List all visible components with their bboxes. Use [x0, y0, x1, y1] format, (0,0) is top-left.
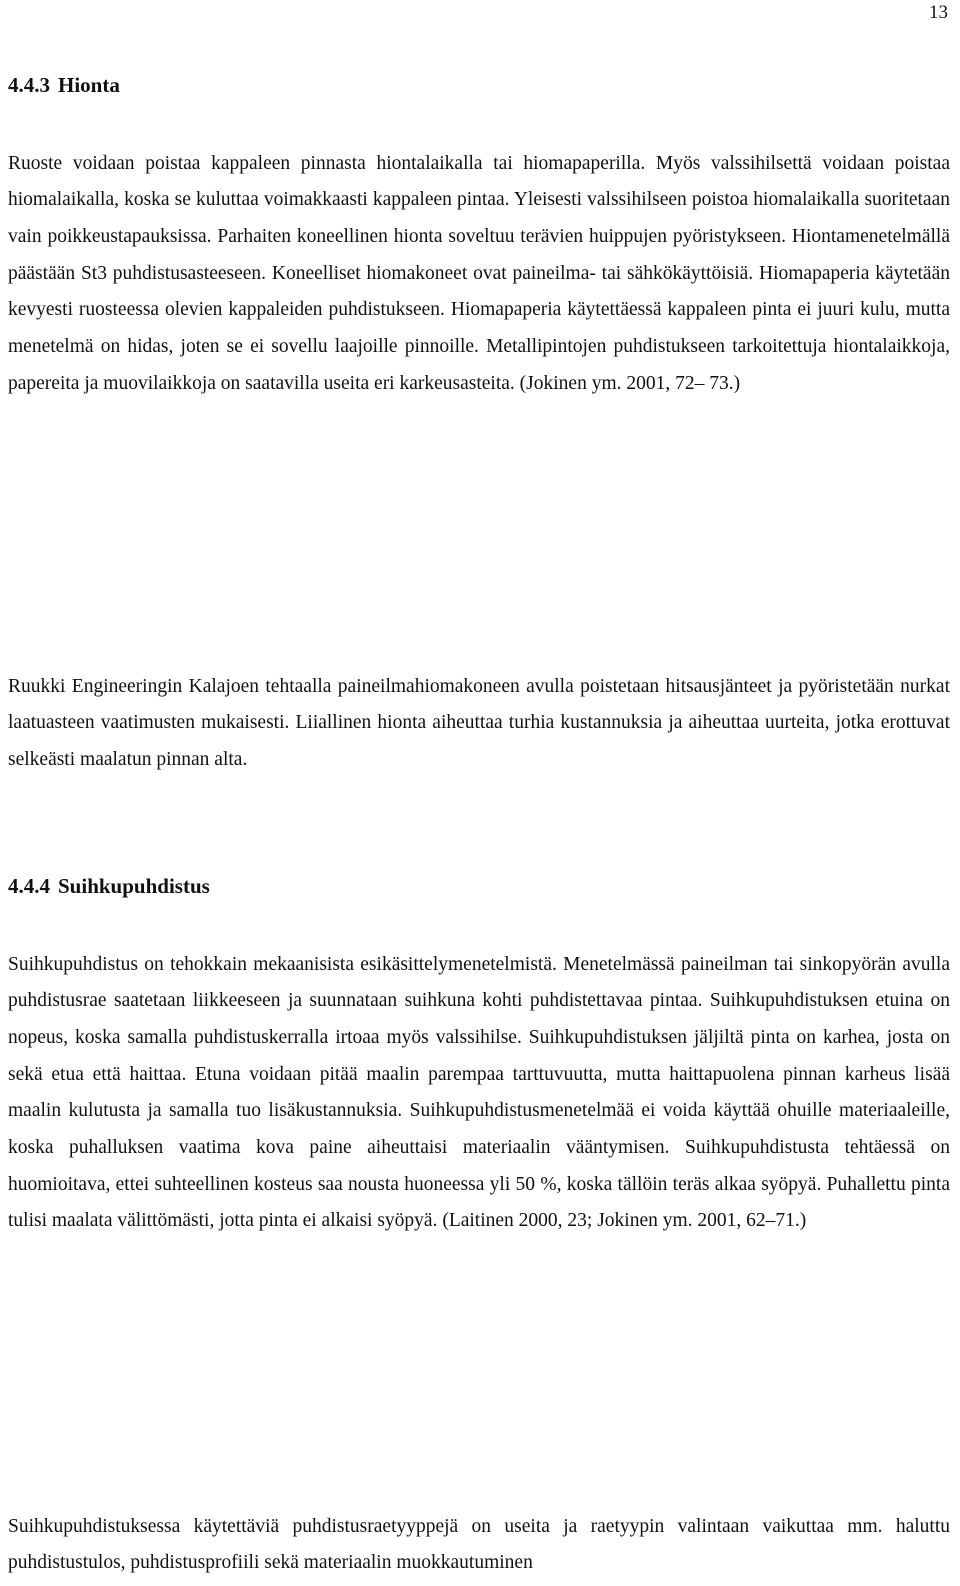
- paragraph-hionta-1: Ruoste voidaan poistaa kappaleen pinnasta hiontalaikalla tai hiomapaperilla. Myös valssihilsettä voidaan poistaa hiomalaikalla, koska se kuluttaa voimakkaasti kappaleen pintaa. Yleisesti valssihilseen poistoa hiomalaikalla suoritetaan vain poikkeustapauksissa. Parhaiten koneellinen hionta soveltuu terävien huippujen pyöristykseen. Hiontamenetelmällä päästään St3 puhdistusasteeseen. Koneelliset hiomakoneet ovat paineilma- tai sähkökäyttöisiä. Hiomapaperia käytetään kevyesti ruosteessa olevien kappaleiden puhdistukseen. Hiomapaperia käytettäessä kappaleen pinta ei juuri kulu, mutta menetelmä on hidas, joten se ei sovellu laajoille pinnoille. Metallipintojen puhdistukseen tarkoitettuja hiontalaikkoja, papereita ja muovilaikkoja on saatavilla useita eri karkeusasteita. (Jokinen ym. 2001, 72– 73.): [8, 152, 950, 394]
- section-heading-hionta: [8, 72, 120, 98]
- section-number: 4.4.4: [8, 874, 50, 898]
- section-heading-suihkupuhdistus: [8, 873, 210, 899]
- page-number: 13: [929, 2, 948, 23]
- section-title: Hionta: [58, 73, 120, 97]
- paragraph-suihkupuhdistus-2: Suihkupuhdistuksessa käytettäviä puhdistusraetyyppejä on useita ja raetyypin valintaan vaikuttaa mm. haluttu puhdistustulos, puhdistusprofiili sekä materiaalin muokkautuminen: [8, 1515, 950, 1574]
- section-number: 4.4.3: [8, 73, 50, 97]
- section-title: Suihkupuhdistus: [58, 874, 210, 898]
- paragraph-hionta-2: Ruukki Engineeringin Kalajoen tehtaalla paineilmahiomakoneen avulla poistetaan hitsausjänteet ja pyöristetään nurkat laatuasteen vaatimusten mukaisesti. Liiallinen hionta aiheuttaa turhia kustannuksia ja aiheuttaa uurteita, jotka erottuvat selkeästi maalatun pinnan alta.: [8, 675, 950, 770]
- paragraph-suihkupuhdistus-1: Suihkupuhdistus on tehokkain mekaanisista esikäsittelymenetelmistä. Menetelmässä paineilman tai sinkopyörän avulla puhdistusrae saatetaan liikkeeseen ja suunnataan suihkuna kohti puhdistettavaa pintaa. Suihkupuhdistuksen etuina on nopeus, koska samalla puhdistuskerralla irtoaa myös valssihilse. Suihkupuhdistuksen jäljiltä pinta on karhea, josta on sekä etua että haittaa. Etuna voidaan pitää maalin parempaa tarttuvuutta, mutta haittapuolena pinnan karheus lisää maalin kulutusta ja samalla tuo lisäkustannuksia. Suihkupuhdistusmenetelmää ei voida käyttää ohuille materiaaleille, koska puhalluksen vaatima kova paine aiheuttaisi materiaalin vääntymisen. Suihkupuhdistusta tehtäessä on huomioitava, ettei suhteellinen kosteus saa nousta huoneessa yli 50 %, koska tällöin teräs alkaa syöpyä. Puhallettu pinta tulisi maalata välittömästi, jotta pinta ei alkaisi syöpyä. (Laitinen 2000, 23; Jokinen ym. 2001, 62–71.): [8, 953, 950, 1232]
